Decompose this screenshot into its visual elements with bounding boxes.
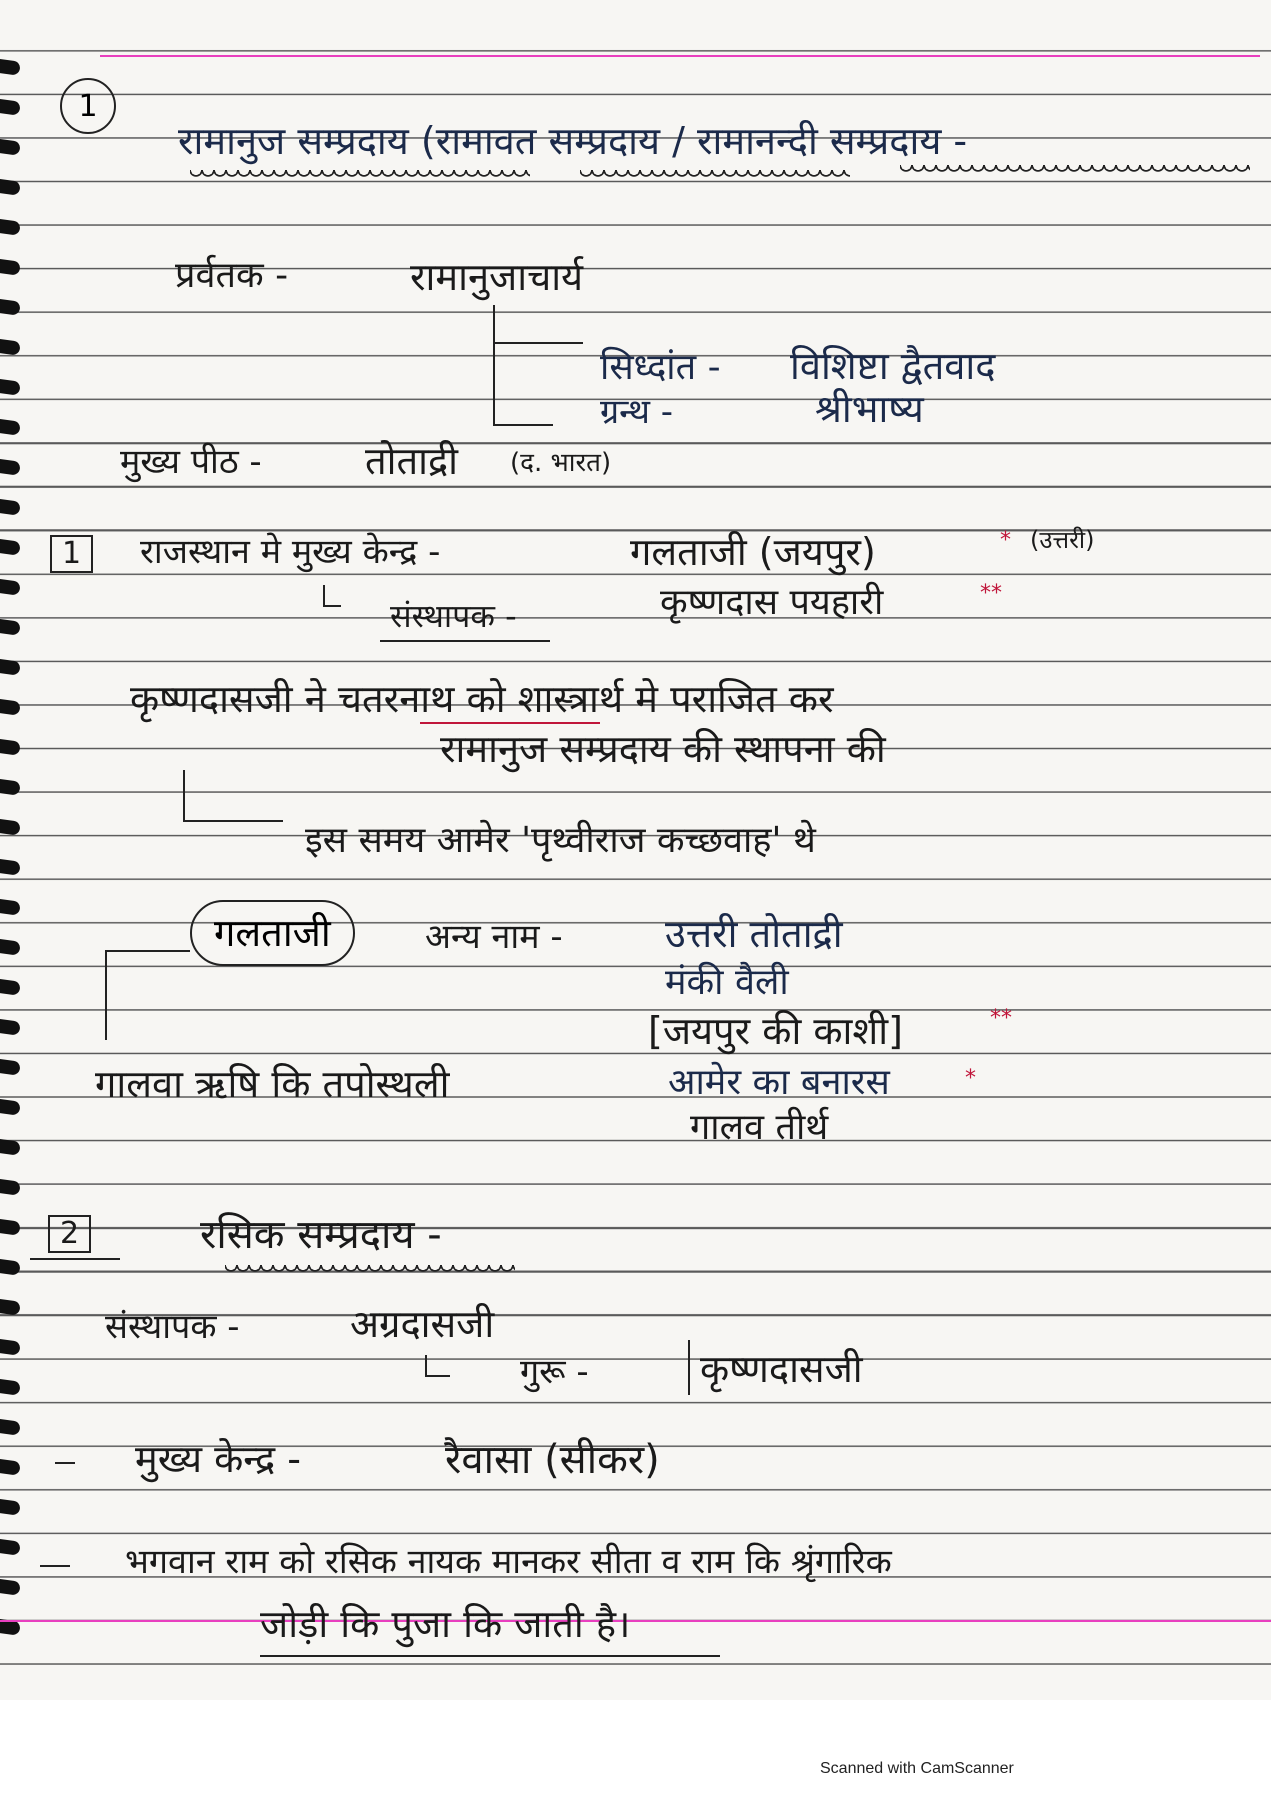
narrative-line-3: इस समय आमेर 'पृथ्वीराज कच्छवाह' थे bbox=[305, 820, 816, 861]
spiral-ring bbox=[0, 858, 21, 875]
rajasthan-center-note: (उत्तरी) bbox=[1030, 526, 1095, 554]
tree-connector bbox=[425, 1375, 450, 1377]
spiral-ring bbox=[0, 658, 21, 675]
galtaji-cloud bbox=[190, 900, 355, 966]
scanner-watermark: Scanned with CamScanner bbox=[820, 1760, 1014, 1777]
center-label: मुख्य केन्द्र - bbox=[135, 1437, 301, 1481]
tree-connector bbox=[105, 950, 107, 1040]
tree-connector bbox=[425, 1355, 427, 1377]
guru-value: कृष्णदासजी bbox=[700, 1347, 863, 1391]
spiral-ring bbox=[0, 1258, 21, 1275]
spiral-ring bbox=[0, 1578, 21, 1595]
chatarnath-underline bbox=[420, 722, 600, 724]
spiral-ring bbox=[0, 218, 21, 235]
spiral-ring bbox=[0, 738, 21, 755]
spiral-ring bbox=[0, 498, 21, 515]
spiral-ring bbox=[0, 1098, 21, 1115]
founder-label: संस्थापक - bbox=[105, 1307, 240, 1347]
spiral-ring bbox=[0, 538, 21, 555]
other-name-item: मंकी वैली bbox=[665, 962, 789, 1003]
worship-line-1: भगवान राम को रसिक नायक मानकर सीता व राम कि श्रृंगारिक bbox=[125, 1542, 892, 1582]
doctrine-value: विशिष्टा द्वैतवाद bbox=[790, 344, 996, 388]
spiral-ring bbox=[0, 1058, 21, 1075]
spiral-ring bbox=[0, 338, 21, 355]
founder-value: रामानुजाचार्य bbox=[410, 255, 584, 299]
spiral-ring bbox=[0, 618, 21, 635]
spiral-ring bbox=[0, 578, 21, 595]
spiral-ring bbox=[0, 1218, 21, 1235]
bottom-margin-line bbox=[0, 1620, 1271, 1622]
spiral-ring bbox=[0, 258, 21, 275]
section-heading: रामानुज सम्प्रदाय (रामावत सम्प्रदाय / रामानन्दी सम्प्रदाय - bbox=[178, 119, 968, 163]
galav-rishi-line: गालवा ऋषि कि तपोस्थली bbox=[95, 1062, 450, 1106]
rajasthan-label: राजस्थान मे मुख्य केन्द्र - bbox=[140, 532, 441, 572]
main-seat-note: (द. भारत) bbox=[510, 448, 612, 478]
section-number-badge bbox=[60, 78, 116, 134]
other-name-item: गालव तीर्थ bbox=[690, 1107, 829, 1148]
top-margin-line bbox=[100, 55, 1260, 57]
worship-underline bbox=[260, 1655, 720, 1657]
heading-underline bbox=[225, 1265, 515, 1275]
rajasthan-center: गलताजी (जयपुर) bbox=[630, 530, 876, 574]
founder-value: अग्रदासजी bbox=[350, 1302, 495, 1346]
founder-label: प्रर्वतक - bbox=[175, 255, 289, 296]
other-names-label: अन्य नाम - bbox=[425, 917, 563, 957]
doctrine-label: सिध्दांत - bbox=[600, 347, 721, 388]
spiral-ring bbox=[0, 1538, 21, 1555]
section-number-underline bbox=[30, 1258, 120, 1260]
tree-connector bbox=[183, 820, 283, 822]
rajasthan-center-mark: * bbox=[1000, 528, 1011, 553]
tree-connector bbox=[323, 585, 325, 607]
narrative-line-1: कृष्णदासजी ने चतरनाथ को शास्त्रार्थ मे पराजित कर bbox=[130, 677, 834, 721]
spiral-ring bbox=[0, 1338, 21, 1355]
tree-connector bbox=[493, 342, 583, 344]
spiral-ring bbox=[0, 1138, 21, 1155]
other-name-item: उत्तरी तोताद्री bbox=[665, 912, 843, 956]
separator bbox=[688, 1340, 690, 1395]
bullet-dash bbox=[55, 1462, 75, 1464]
other-name-item: आमेर का बनारस bbox=[668, 1062, 890, 1103]
guru-label: गुरू - bbox=[520, 1352, 589, 1392]
establisher-value: कृष्णदास पयहारी bbox=[660, 582, 884, 623]
spiral-ring bbox=[0, 818, 21, 835]
spiral-ring bbox=[0, 458, 21, 475]
section-heading: रसिक सम्प्रदाय - bbox=[200, 1212, 442, 1258]
rajasthan-number-box: 1 bbox=[50, 535, 93, 573]
worship-line-2: जोड़ी कि पुजा कि जाती है। bbox=[260, 1602, 631, 1646]
spiral-ring bbox=[0, 1378, 21, 1395]
section-number-box: 2 bbox=[48, 1215, 91, 1253]
book-label: ग्रन्थ - bbox=[600, 392, 674, 432]
establisher-label: संस्थापक - bbox=[390, 597, 517, 635]
spiral-ring bbox=[0, 898, 21, 915]
tree-connector bbox=[493, 424, 553, 426]
narrative-line-2: रामानुज सम्प्रदाय की स्थापना की bbox=[440, 727, 886, 771]
kashi-mark: ** bbox=[990, 1006, 1012, 1031]
spiral-ring bbox=[0, 1458, 21, 1475]
center-value: रैवासा (सीकर) bbox=[445, 1437, 660, 1483]
main-seat-label: मुख्य पीठ - bbox=[120, 442, 262, 482]
tree-connector bbox=[105, 950, 190, 952]
spiral-ring bbox=[0, 98, 21, 115]
spiral-ring bbox=[0, 138, 21, 155]
bullet-dash bbox=[40, 1565, 70, 1567]
tree-connector bbox=[323, 605, 341, 607]
banaras-mark: * bbox=[965, 1066, 976, 1091]
spiral-ring bbox=[0, 778, 21, 795]
establisher-mark: ** bbox=[980, 581, 1002, 606]
establisher-underline bbox=[380, 640, 550, 642]
spiral-ring bbox=[0, 1018, 21, 1035]
spiral-ring bbox=[0, 938, 21, 955]
page-footer-area bbox=[0, 1700, 1271, 1800]
spiral-ring bbox=[0, 178, 21, 195]
spiral-ring bbox=[0, 1298, 21, 1315]
spiral-ring bbox=[0, 1178, 21, 1195]
spiral-ring bbox=[0, 58, 21, 75]
spiral-ring bbox=[0, 1418, 21, 1435]
spiral-ring bbox=[0, 378, 21, 395]
galtaji-cloud-text: गलताजी bbox=[214, 911, 331, 955]
book-value: श्रीभाष्य bbox=[815, 387, 924, 431]
tree-connector bbox=[183, 770, 185, 822]
other-name-item: [जयपुर की काशी] bbox=[648, 1009, 903, 1053]
heading-underline bbox=[900, 165, 1250, 175]
section-number: 1 bbox=[78, 88, 98, 124]
main-seat-value: तोताद्री bbox=[365, 439, 459, 483]
heading-underline bbox=[190, 170, 530, 180]
spiral-ring bbox=[0, 1498, 21, 1515]
spiral-ring bbox=[0, 698, 21, 715]
spiral-ring bbox=[0, 418, 21, 435]
spiral-ring bbox=[0, 978, 21, 995]
heading-underline bbox=[580, 170, 850, 180]
tree-connector bbox=[493, 305, 495, 425]
spiral-ring bbox=[0, 298, 21, 315]
